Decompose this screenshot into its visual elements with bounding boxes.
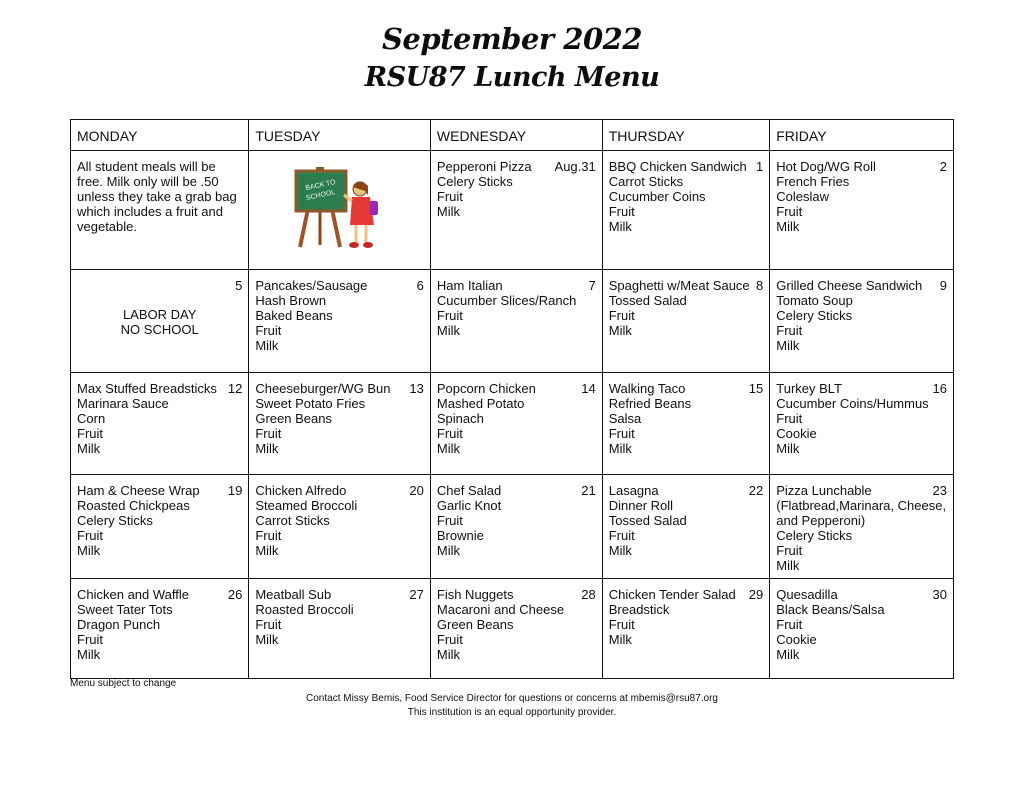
menu-item: Fruit <box>608 617 635 632</box>
menu-item: Dinner Roll <box>608 498 674 513</box>
date-number: 30 <box>932 587 947 602</box>
date-number: 2 <box>939 159 947 174</box>
menu-item: Grilled Cheese Sandwich <box>776 278 923 293</box>
menu-item: Milk <box>608 323 632 338</box>
entree-line <box>77 483 242 498</box>
menu-item: Fruit <box>436 189 463 204</box>
date-number: 5 <box>235 278 243 293</box>
menu-item: Chicken Alfredo <box>255 483 347 498</box>
menu-item: Cucumber Coins/Hummus <box>776 396 929 411</box>
week-row <box>71 373 954 475</box>
menu-item: Cookie <box>776 632 817 647</box>
entree-line <box>609 587 764 602</box>
entree-line <box>255 587 424 602</box>
entree-line <box>776 381 947 396</box>
back-to-school-illustration <box>294 165 386 253</box>
day-cell <box>770 579 954 679</box>
entree-line <box>609 381 764 396</box>
menu-item: BBQ Chicken Sandwich <box>608 159 747 174</box>
menu-item: All student meals will be <box>77 159 216 174</box>
day-cell <box>602 475 770 579</box>
day-header: TUESDAY <box>249 120 431 151</box>
day-cell <box>71 151 249 270</box>
menu-item: Coleslaw <box>776 189 829 204</box>
menu-item: Fruit <box>77 632 103 647</box>
menu-item: Pancakes/Sausage <box>255 278 368 293</box>
menu-item: Salsa <box>608 411 642 426</box>
entree-line <box>609 483 764 498</box>
equal-opportunity-line: This institution is an equal opportunity provider. <box>407 707 617 718</box>
menu-item: Fruit <box>255 426 282 441</box>
day-cell <box>71 579 249 679</box>
menu-item: unless they take a grab bag <box>77 189 237 204</box>
menu-item: Walking Taco <box>608 381 686 396</box>
menu-item: Carrot Sticks <box>608 174 684 189</box>
date-number: 12 <box>227 381 243 396</box>
menu-item: Fruit <box>436 513 463 528</box>
menu-item: Carrot Sticks <box>255 513 330 528</box>
day-cell <box>770 151 954 270</box>
day-cell <box>430 579 602 679</box>
contact-info <box>0 692 1024 720</box>
entree-line <box>776 278 947 293</box>
date-number: 9 <box>939 278 947 293</box>
menu-item: Milk <box>255 543 279 558</box>
week-row <box>71 579 954 679</box>
menu-item: Fruit <box>255 323 282 338</box>
menu-item: Cucumber Slices/Ranch <box>436 293 577 308</box>
menu-item: Fruit <box>776 411 803 426</box>
day-cell <box>430 373 602 475</box>
week-row <box>71 475 954 579</box>
menu-item: Fruit <box>608 426 635 441</box>
menu-item: Fruit <box>776 323 803 338</box>
entree-line <box>255 483 424 498</box>
menu-item: Milk <box>255 632 279 647</box>
entree-line <box>776 587 947 602</box>
date-number: 7 <box>588 278 596 293</box>
menu-item: Tomato Soup <box>776 293 853 308</box>
menu-item: Hot Dog/WG Roll <box>776 159 876 174</box>
menu-item: Dragon Punch <box>77 617 161 632</box>
holiday-line: NO SCHOOL <box>120 322 199 337</box>
day-cell <box>602 373 770 475</box>
menu-item: Meatball Sub <box>255 587 332 602</box>
day-cell <box>430 475 602 579</box>
menu-item: French Fries <box>776 174 850 189</box>
menu-item: Turkey BLT <box>776 381 842 396</box>
menu-item: Sweet Potato Fries <box>255 396 366 411</box>
date-number: 16 <box>932 381 947 396</box>
holiday-notice <box>77 307 242 337</box>
menu-item: Milk <box>776 338 800 353</box>
menu-item: and Pepperoni) <box>776 513 866 528</box>
contact-line: Contact Missy Bemis, Food Service Director for questions or concerns at mbemis@rsu87.org <box>306 693 718 704</box>
menu-item: Fruit <box>608 308 635 323</box>
entree-line <box>437 483 596 498</box>
menu-item: Garlic Knot <box>436 498 502 513</box>
day-cell <box>249 270 431 373</box>
date-number: 20 <box>409 483 424 498</box>
menu-item: Max Stuffed Breadsticks <box>77 381 217 396</box>
menu-item: Milk <box>776 219 800 234</box>
date-number: 14 <box>581 381 596 396</box>
menu-item: Fruit <box>255 617 282 632</box>
entree-line <box>255 381 424 396</box>
entree-line <box>776 483 947 498</box>
menu-item: Milk <box>608 632 632 647</box>
menu-item: Fruit <box>608 204 635 219</box>
menu-item: Sweet Tater Tots <box>77 602 173 617</box>
menu-item: Milk <box>776 441 800 456</box>
date-number: 29 <box>748 587 764 602</box>
day-cell <box>249 373 431 475</box>
menu-item: Spaghetti w/Meat Sauce <box>608 278 750 293</box>
menu-item: Cookie <box>776 426 817 441</box>
day-cell <box>770 373 954 475</box>
week-row <box>71 151 954 270</box>
entree-line <box>77 381 242 396</box>
entree-line <box>437 278 596 293</box>
menu-change-note: Menu subject to change <box>70 678 177 689</box>
date-number: 13 <box>409 381 424 396</box>
menu-item: Milk <box>436 323 460 338</box>
menu-item: Ham & Cheese Wrap <box>77 483 200 498</box>
day-cell <box>71 270 249 373</box>
menu-item: Milk <box>436 543 460 558</box>
entree-line <box>77 587 242 602</box>
date-number: Aug.31 <box>554 159 596 174</box>
holiday-line: LABOR DAY <box>122 307 197 322</box>
menu-item: Lasagna <box>608 483 659 498</box>
menu-item: Milk <box>608 441 632 456</box>
menu-item: Green Beans <box>436 617 514 632</box>
menu-item: Tossed Salad <box>608 293 687 308</box>
day-cell <box>602 270 770 373</box>
menu-item: Milk <box>77 647 101 662</box>
entree-line <box>609 159 764 174</box>
menu-item: Hash Brown <box>255 293 327 308</box>
menu-item: Chicken Tender Salad <box>608 587 736 602</box>
menu-item: Tossed Salad <box>608 513 687 528</box>
menu-item: Fruit <box>436 308 463 323</box>
menu-item: Chicken and Waffle <box>77 587 190 602</box>
entree-line <box>776 159 947 174</box>
entree-line <box>437 381 596 396</box>
day-cell <box>249 475 431 579</box>
menu-item: Milk <box>776 647 800 662</box>
menu-item: Milk <box>436 204 460 219</box>
menu-item: Milk <box>255 441 279 456</box>
menu-item: Ham Italian <box>436 278 503 293</box>
day-cell <box>770 475 954 579</box>
menu-item: Popcorn Chicken <box>436 381 536 396</box>
menu-item: Milk <box>776 558 800 573</box>
menu-item: Fish Nuggets <box>436 587 514 602</box>
menu-item: Macaroni and Cheese <box>436 602 565 617</box>
menu-item: Fruit <box>436 632 463 647</box>
date-number: 28 <box>581 587 596 602</box>
svg-text:SCHOOL: SCHOOL <box>305 189 336 203</box>
page-subtitle: RSU87 Lunch Menu <box>364 62 660 93</box>
menu-item: Milk <box>608 219 632 234</box>
day-header: THURSDAY <box>602 120 770 151</box>
date-number: 1 <box>756 159 764 174</box>
menu-item: Fruit <box>255 528 282 543</box>
date-number: 22 <box>748 483 764 498</box>
menu-item: Brownie <box>436 528 484 543</box>
menu-item: Steamed Broccoli <box>255 498 358 513</box>
date-number: 21 <box>581 483 596 498</box>
menu-item: Milk <box>255 338 279 353</box>
menu-item: Cheeseburger/WG Bun <box>255 381 391 396</box>
date-number: 27 <box>409 587 424 602</box>
menu-item: Milk <box>77 441 101 456</box>
menu-item: Fruit <box>77 528 103 543</box>
svg-text:BACK TO: BACK TO <box>304 178 336 193</box>
date-number: 19 <box>227 483 243 498</box>
menu-item: Fruit <box>608 528 635 543</box>
day-header: FRIDAY <box>770 120 954 151</box>
menu-item: Milk <box>436 441 460 456</box>
menu-item: Spinach <box>436 411 484 426</box>
entree-line <box>437 159 596 174</box>
menu-item: Roasted Broccoli <box>255 602 354 617</box>
week-row <box>71 270 954 373</box>
menu-item: Celery Sticks <box>776 308 853 323</box>
date-number: 15 <box>748 381 764 396</box>
day-cell <box>602 579 770 679</box>
day-cell <box>430 151 602 270</box>
menu-item: Breadstick <box>608 602 670 617</box>
menu-item: Fruit <box>77 426 103 441</box>
menu-item: Quesadilla <box>776 587 838 602</box>
day-cell <box>71 475 249 579</box>
menu-item: Celery Sticks <box>776 528 853 543</box>
menu-item: Fruit <box>776 617 803 632</box>
menu-item: (Flatbread,Marinara, Cheese, <box>776 498 947 513</box>
page-title: September 2022 <box>381 22 643 56</box>
menu-item: Celery Sticks <box>77 513 153 528</box>
menu-item: Cucumber Coins <box>608 189 706 204</box>
menu-item: Pepperoni Pizza <box>436 159 532 174</box>
date-number: 6 <box>416 278 424 293</box>
day-cell <box>249 579 431 679</box>
day-cell <box>71 373 249 475</box>
menu-item: Chef Salad <box>436 483 502 498</box>
menu-item: Milk <box>77 543 101 558</box>
menu-item: Celery Sticks <box>436 174 513 189</box>
date-number: 23 <box>932 483 947 498</box>
menu-item: Milk <box>436 647 460 662</box>
day-header: MONDAY <box>71 120 249 151</box>
menu-item: Corn <box>77 411 106 426</box>
menu-item: Fruit <box>436 426 463 441</box>
menu-item: which includes a fruit and <box>77 204 223 219</box>
menu-item: Fruit <box>776 204 803 219</box>
menu-item: Pizza Lunchable <box>776 483 872 498</box>
menu-item: Baked Beans <box>255 308 333 323</box>
menu-item: free. Milk only will be .50 <box>77 174 219 189</box>
entree-line <box>77 159 242 174</box>
date-number: 8 <box>756 278 764 293</box>
menu-item: vegetable. <box>77 219 137 234</box>
day-cell <box>770 270 954 373</box>
day-cell <box>602 151 770 270</box>
menu-item: Mashed Potato <box>436 396 525 411</box>
menu-item: Fruit <box>776 543 803 558</box>
day-cell <box>430 270 602 373</box>
menu-item: Milk <box>608 543 632 558</box>
entree-line <box>609 278 764 293</box>
menu-item: Roasted Chickpeas <box>77 498 190 513</box>
menu-item: Refried Beans <box>608 396 692 411</box>
entree-line <box>255 278 424 293</box>
date-number: 26 <box>227 587 243 602</box>
lunch-menu-calendar <box>70 119 954 679</box>
menu-item: Marinara Sauce <box>77 396 169 411</box>
day-header: WEDNESDAY <box>430 120 602 151</box>
menu-item: Green Beans <box>255 411 332 426</box>
day-cell <box>249 151 431 270</box>
menu-item: Black Beans/Salsa <box>776 602 885 617</box>
weekday-header-row <box>71 120 954 151</box>
entree-line <box>437 587 596 602</box>
